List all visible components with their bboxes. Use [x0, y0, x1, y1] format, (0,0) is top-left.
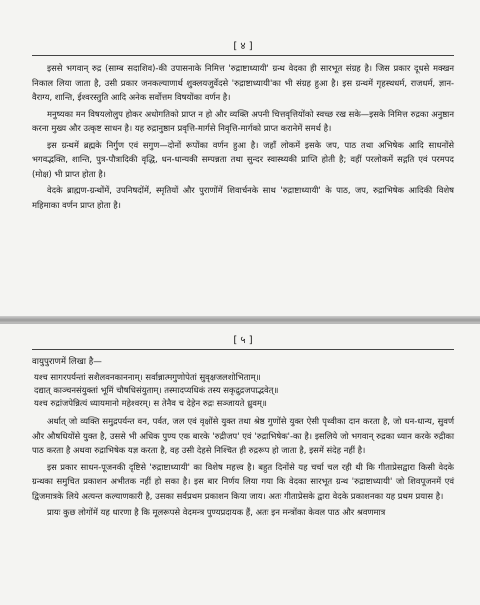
verse-line: यश्च सागरपर्यन्तां सशैलवनकाननाम्। सर्वान्नात्मगुणोपेतां सुवृक्षजलशोभिताम्॥ — [34, 372, 261, 382]
verse-intro: वायुपुराणमें लिखा है— — [32, 357, 102, 367]
paragraph: इससे भगवान् रुद्र (साम्ब सदाशिव)-की उपासनाके निमित्त 'रुद्राष्टाध्यायी' ग्रन्थ वेदका ही सारभूत संग्रह है। जिस प्रकार दूधसे मक्खन निकाल लिया जाता है, उसी प्रकार जनकल्याणार्थ शुक्लयजुर्वेदसे 'रुद्राष्टाध्यायी'का भी संग्रह हुआ है। इस ग्रन्थमें गृहस्थधर्म, राजधर्म, ज्ञान-वैराग्य, शान्ति, ईश्वरस्तुति आदि अनेक सर्वोत्तम विषयोंका वर्णन है। — [32, 63, 454, 102]
page-number: [ ५ ] — [233, 335, 253, 346]
verse-block — [32, 371, 454, 410]
paragraph: अर्थात् जो व्यक्ति समुद्रपर्यन्त वन, पर्वत, जल एवं वृक्षोंसे युक्त तथा श्रेष्ठ गुणोंसे युक्त ऐसी पृथ्वीका दान करता है, जो धन-धान्य, सुवर्ण और औषधियोंसे युक्त है, उससे भी अधिक पुण्य एक बारके 'रुद्रीजप' एवं 'रुद्राभिषेक'-का है। इसलिये जो भगवान् रुद्रका ध्यान करके रुद्रीका पाठ करता है अथवा रुद्राभिषेक यज्ञ करता है, वह उसी देहसे निश्चित ही रुद्ररूप हो जाता है, इसमें संदेह नहीं है। — [32, 416, 454, 455]
paragraph: मनुष्यका मन विषयलोलुप होकर अधोगतिको प्राप्त न हो और व्यक्ति अपनी चित्तवृत्तियोंको स्वच्छ रख सके—इसके निमित्त रुद्रका अनुष्ठान करना मुख्य और उत्कृष्ट साधन है। यह रुद्रानुष्ठान प्रवृत्ति-मार्गसे निवृत्ति-मार्गको प्राप्त करानेमें समर्थ है। — [32, 108, 454, 133]
paragraph: इस प्रकार साधन-पूजनकी दृष्टिसे 'रुद्राष्टाध्यायी' का विशेष महत्त्व है। बहुत दिनोंसे यह चर्चा चल रही थी कि गीताप्रेसद्वारा किसी वेदके ग्रन्थका समुचित प्रकाशन अभीतक नहीं हो सका है। इस बार निर्णय लिया गया कि वेदका सारभूत ग्रन्थ 'रुद्राष्टाध्यायी' जो शिवपूजनमें एवं द्विजमात्रके लिये अत्यन्त कल्याणकारी है, उसका सर्वप्रथम प्रकाशन किया जाय। अतः गीताप्रेसके द्वारा वेदके प्रकाशनका यह प्रथम प्रयास है। — [32, 461, 454, 501]
paragraph: इस ग्रन्थमें ब्रह्मके निर्गुण एवं सगुण—दोनों रूपोंका वर्णन हुआ है। जहाँ लोकमें इसके जप, पाठ तथा अभिषेक आदि साधनोंसे भगवद्भक्ति, शान्ति, पुत्र-पौत्रादिकी वृद्धि, धन-धान्यकी सम्पन्नता तथा सुन्दर स्वास्थ्यकी प्राप्ति होती है; वहीं परलोकमें सद्गति एवं परमपद (मोक्ष) भी प्राप्त होता है। — [32, 139, 454, 179]
page-bottom — [0, 323, 480, 605]
verse-line: यश्च रुद्रांजपेन्नित्यं ध्यायमानो महेश्वरम्। स तेनैव च देहेन रुद्रः सञ्जायते ध्रुवम्॥ — [34, 398, 267, 408]
page-number: [ ४ ] — [233, 41, 253, 52]
verse-line: दद्यात् काञ्चनसंयुक्तां भूमिं चौषधिसंयुताम्। तस्मादप्यधिकं तस्य सकृद्रुद्रजपाद्भवेत्॥ — [34, 385, 279, 395]
paragraph: वेदके ब्राह्मण-ग्रन्थोंमें, उपनिषदोंमें, स्मृतियों और पुराणोंमें शिवार्चनके साथ 'रुद्राष्टाध्यायी' के पाठ, जप, रुद्राभिषेक आदिकी विशेष महिमाका वर्णन प्राप्त होता है। — [32, 185, 454, 210]
header-rule — [32, 55, 454, 56]
header-rule — [32, 349, 454, 350]
paragraph: प्रायः कुछ लोगोंमें यह धारणा है कि मूलरूपसे वेदमन्त्र पुण्यप्रदायक हैं, अतः इन मन्त्रोंका केवल पाठ और श्रवणमात्र — [47, 507, 386, 517]
